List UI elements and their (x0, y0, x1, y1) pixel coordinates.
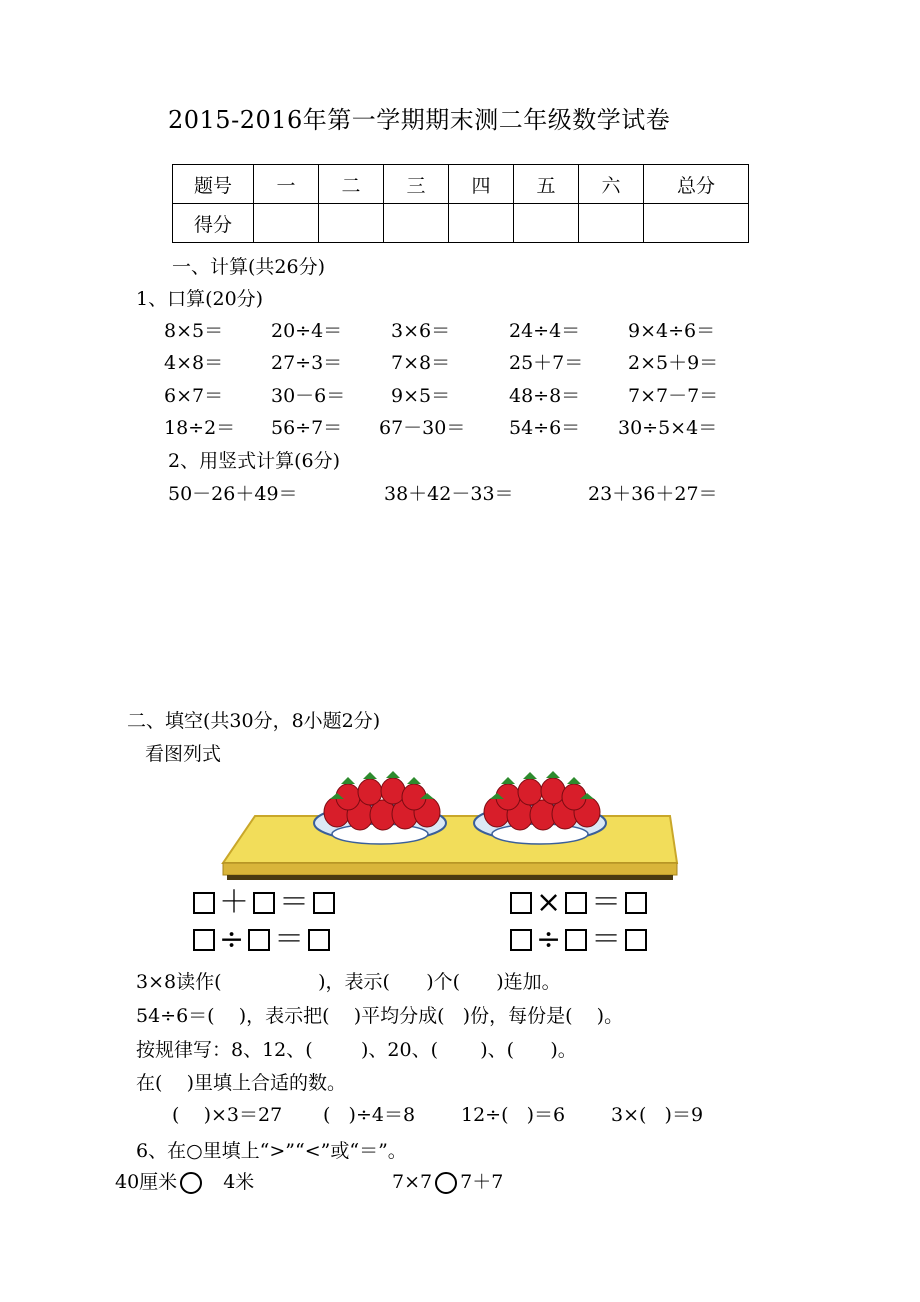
fill-item: ( )×3＝27 (172, 1104, 283, 1126)
oral-item: 6×7＝ (164, 385, 224, 407)
compare-item-expression (392, 1168, 503, 1196)
operator: ＋ (219, 885, 249, 920)
oral-item: 9×5＝ (391, 385, 451, 407)
vertical-calc-heading: 2、用竖式计算(6分) (168, 450, 341, 472)
picture-equation-division (193, 922, 330, 956)
score-header-cell: 三 (384, 165, 449, 204)
compare-right: 4米 (223, 1171, 255, 1193)
score-cell[interactable] (384, 204, 449, 243)
table-shadow-shape (227, 875, 673, 880)
compare-left: 40厘米 (115, 1171, 178, 1193)
table-top-shape (223, 816, 677, 863)
fill-item: 3×( )＝9 (611, 1104, 704, 1126)
section2-heading: 二、填空(共30分，8小题2分) (127, 710, 381, 732)
oral-item: 2×5＋9＝ (628, 352, 719, 374)
compare-circle[interactable] (180, 1172, 202, 1194)
picture-equation-division-2 (510, 922, 647, 956)
score-cell[interactable] (449, 204, 514, 243)
answer-box[interactable] (565, 892, 587, 914)
oral-item: 4×8＝ (164, 352, 224, 374)
compare-right: 7＋7 (460, 1171, 504, 1193)
operator: ＝ (591, 885, 622, 920)
vertical-item: 38＋42－33＝ (384, 483, 514, 505)
oral-item: 56÷7＝ (271, 417, 343, 439)
oral-row (0, 381, 920, 407)
answer-box[interactable] (625, 892, 647, 914)
answer-box[interactable] (313, 892, 335, 914)
score-table (172, 164, 749, 243)
section1-heading: 一、计算(共26分) (172, 256, 326, 278)
operator: ÷ (219, 922, 245, 957)
oral-item: 25＋7＝ (509, 352, 584, 374)
fill-numbers-row (0, 1100, 920, 1126)
picture-equation-addition (193, 885, 335, 919)
fill-item: 12÷( )＝6 (461, 1104, 566, 1126)
answer-box[interactable] (193, 929, 215, 951)
compare-left: 7×7 (392, 1171, 433, 1193)
oral-item: 20÷4＝ (271, 320, 343, 342)
answer-box[interactable] (510, 892, 532, 914)
plate-left (314, 771, 446, 844)
picture-subheading: 看图列式 (145, 743, 222, 765)
compare-circle[interactable] (435, 1172, 457, 1194)
question-fill-numbers: 在( )里填上合适的数。 (136, 1072, 346, 1094)
answer-box[interactable] (565, 929, 587, 951)
oral-item: 7×8＝ (391, 352, 451, 374)
oral-item: 67－30＝ (379, 417, 466, 439)
operator: ＝ (591, 922, 622, 957)
score-header-cell: 总分 (644, 165, 749, 204)
question-pattern: 按规律写：8、12、( )、20、( )、( )。 (136, 1039, 577, 1061)
operator: ＝ (274, 922, 305, 957)
oral-item: 9×4÷6＝ (628, 320, 716, 342)
score-row-label: 得分 (173, 204, 254, 243)
exam-title: 2015-2016年第一学期期末测二年级数学试卷 (168, 106, 671, 134)
oral-item: 54÷6＝ (509, 417, 581, 439)
operator: × (536, 885, 562, 920)
picture-equation-multiplication (510, 885, 647, 919)
answer-box[interactable] (308, 929, 330, 951)
score-header-cell: 五 (514, 165, 579, 204)
score-header-cell: 一 (254, 165, 319, 204)
answer-box[interactable] (248, 929, 270, 951)
score-cell[interactable] (514, 204, 579, 243)
answer-box[interactable] (510, 929, 532, 951)
oral-item: 30－6＝ (271, 385, 346, 407)
score-table-score-row (173, 204, 749, 243)
answer-box[interactable] (625, 929, 647, 951)
score-header-cell: 二 (319, 165, 384, 204)
oral-item: 48÷8＝ (509, 385, 581, 407)
score-table-header-row (173, 165, 749, 204)
question-read-multiply: 3×8读作( )，表示( )个( )连加。 (136, 971, 561, 993)
operator: ＝ (279, 885, 309, 920)
oral-item: 24÷4＝ (509, 320, 581, 342)
operator: ÷ (536, 922, 562, 957)
vertical-item: 50－26＋49＝ (168, 483, 298, 505)
oral-row (0, 413, 920, 439)
score-cell[interactable] (579, 204, 644, 243)
question-compare-heading: 6、在○里填上“>”“<”或“＝”。 (136, 1140, 407, 1162)
question-divide-meaning: 54÷6＝( )，表示把( )平均分成( )份，每份是( )。 (136, 1005, 624, 1027)
oral-item: 27÷3＝ (271, 352, 343, 374)
vertical-calc-row (0, 479, 920, 505)
score-cell[interactable] (644, 204, 749, 243)
fill-item: ( )÷4＝8 (323, 1104, 416, 1126)
answer-box[interactable] (193, 892, 215, 914)
oral-item: 8×5＝ (164, 320, 224, 342)
oral-row (0, 348, 920, 374)
oral-row (0, 316, 920, 342)
oral-item: 7×7－7＝ (628, 385, 719, 407)
plate-right (474, 771, 606, 844)
score-cell[interactable] (254, 204, 319, 243)
table-edge-shape (223, 863, 677, 875)
score-header-cell: 四 (449, 165, 514, 204)
compare-item-length (115, 1168, 254, 1196)
answer-box[interactable] (253, 892, 275, 914)
score-cell[interactable] (319, 204, 384, 243)
vertical-item: 23＋36＋27＝ (588, 483, 718, 505)
strawberry-picture (215, 768, 685, 883)
oral-item: 30÷5×4＝ (618, 417, 718, 439)
oral-item: 3×6＝ (391, 320, 451, 342)
oral-calc-heading: 1、口算(20分) (136, 288, 264, 310)
score-header-cell: 六 (579, 165, 644, 204)
oral-item: 18÷2＝ (164, 417, 236, 439)
score-header-cell: 题号 (173, 165, 254, 204)
